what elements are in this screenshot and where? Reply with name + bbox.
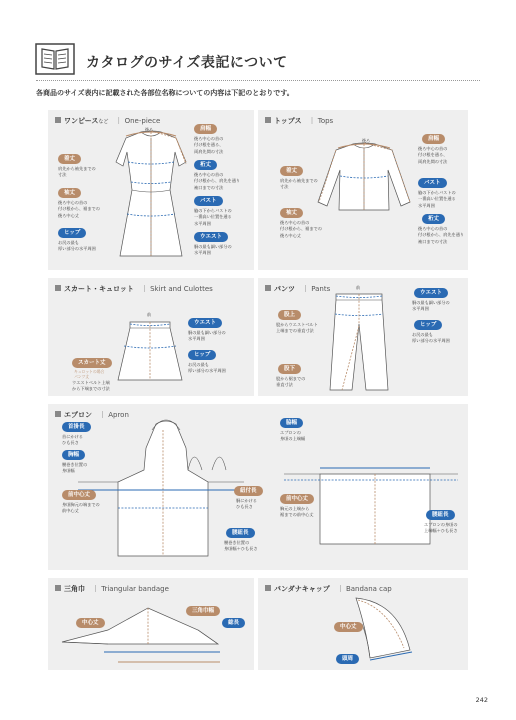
neck-label: 後ろ [145, 127, 153, 132]
front-label: 前 [147, 312, 151, 317]
tag-nagasa: 総長 [222, 618, 245, 628]
tag-sodetake: 袖丈 [280, 208, 303, 218]
desc-mae-chushin-2: 胸元の上端から 裾までの前中心丈 [280, 506, 314, 518]
bandana-illustration [258, 578, 468, 670]
desc-katahaba: 後ろ中心の首の 付け根を通る、 両肩先間の寸法 [194, 136, 224, 154]
divider [36, 80, 480, 81]
panel-onepiece [48, 110, 254, 270]
tag-chushin: 中心丈 [334, 622, 363, 632]
tag-hip: ヒップ [188, 350, 216, 360]
tag-yukitake: 裄丈 [194, 160, 217, 170]
panel-pants [258, 278, 468, 396]
desc-himo: 胴にかける ひも長さ [236, 498, 257, 510]
panel-title: スカート・キュロット ｜ Skirt and Culottes [55, 284, 213, 294]
panel-skirt [48, 278, 254, 396]
book-icon [36, 44, 74, 74]
tag-haba: 三角巾幅 [186, 606, 220, 616]
tag-katahaba: 肩幅 [422, 134, 445, 144]
panel-title: エプロン ｜ Apron [55, 410, 129, 420]
tag-bust: バスト [194, 196, 223, 206]
tag-munehaba: 胸幅 [62, 450, 85, 460]
panel-title: パンツ ｜ Pants [265, 284, 330, 294]
desc-hip: お尻の最も 厚い部分の水平周囲 [58, 240, 96, 252]
desc-hip: お尻の最も 厚い部分の水平周囲 [188, 362, 226, 374]
tag-sodetake: 袖丈 [58, 188, 81, 198]
desc-waist: 胴の最も細い部分の 水平周囲 [412, 300, 450, 312]
tag-hip: ヒップ [414, 320, 442, 330]
neck-label: 後ろ [362, 138, 370, 143]
desc-bust: 脇の下からバストの 一番高い位置を通る 水平周囲 [418, 190, 456, 208]
desc-koshihimo: 腰巻き位置の 身頃幅＋ひも長さ [224, 540, 258, 552]
tag-yukitake: 裄丈 [422, 214, 445, 224]
desc-mae-chushin: 身頃胸元の端までの 前中心丈 [62, 502, 100, 514]
tag-bust: バスト [418, 178, 447, 188]
tag-matashita: 股下 [278, 364, 301, 374]
desc-kitake: 肩先から袖先までの 寸法 [280, 178, 318, 190]
tag-length: スカート丈 [72, 358, 112, 368]
tag-chushin: 中心丈 [76, 618, 105, 628]
page-number: 242 [475, 696, 488, 704]
desc-kubikake: 首にかける ひも長さ [62, 434, 83, 446]
desc-katahaba: 後ろ中心の首の 付け根を通る、 両肩先間の寸法 [418, 146, 448, 164]
tag-kitake: 着丈 [58, 154, 81, 164]
panel-title: ワンピースなど ｜ One-piece [55, 116, 160, 126]
desc-mataue: 股からウエストベルト 上端までの垂直寸法 [276, 322, 318, 334]
desc-waist: 胴の最も細い部分の 水平周囲 [188, 330, 226, 342]
front-label: 前 [356, 285, 360, 290]
panel-bandage [48, 578, 254, 670]
tag-kitake: 着丈 [280, 166, 303, 176]
tag-kubikake: 首掛長 [62, 422, 91, 432]
desc-koshihimo-2: エプロンの身頃の 上端幅＋ひも長さ [424, 522, 458, 534]
page-title: カタログのサイズ表記について [86, 55, 288, 71]
panel-title: 三角巾 ｜ Triangular bandage [55, 584, 169, 594]
desc-length: ウエストベルト上端 から下端までの寸法 [72, 380, 110, 392]
panel-title: トップス ｜ Tops [265, 116, 333, 126]
desc-sodetake: 後ろ中心の首の 付け根から、裾までの 後ろ中心丈 [58, 200, 100, 218]
tag-koshihimo-2: 腰紐長 [426, 510, 455, 520]
panel-apron [48, 404, 468, 570]
tag-katahaba: 肩幅 [194, 124, 217, 134]
tag-waki: 脇幅 [280, 418, 303, 428]
tag-mawari: 頭周 [336, 654, 359, 664]
panel-tops [258, 110, 468, 270]
desc-munehaba: 腰巻き位置の 身頃幅 [62, 462, 88, 474]
desc-yukitake: 後ろ中心の首の 付け根から、肩先を通り 袖口までの寸法 [418, 226, 465, 244]
tag-mataue: 股上 [278, 310, 301, 320]
desc-kitake: 肩先から袖先までの 寸法 [58, 166, 96, 178]
panel-title: バンダナキャップ ｜ Bandana cap [265, 584, 392, 594]
desc-length-note: キュロットの場合 パンツ丈 [74, 369, 105, 379]
tag-mae-chushin: 前中心丈 [62, 490, 96, 500]
tag-waist: ウエスト [414, 288, 448, 298]
intro-text: 各商品のサイズ表内に記載された各部位名称についての内容は下記のとおりです。 [36, 89, 294, 97]
tag-waist: ウエスト [188, 318, 222, 328]
desc-hip: お尻の最も 厚い部分の水平周囲 [412, 332, 450, 344]
desc-bust: 脇の下からバストの 一番高い位置を通る 水平周囲 [194, 208, 232, 226]
tag-mae-chushin-2: 前中心丈 [280, 494, 314, 504]
desc-waist: 胴の最も細い部分の 水平周囲 [194, 244, 232, 256]
tag-himo: 紐付長 [234, 486, 263, 496]
desc-matashita: 股から裾までの 垂直寸法 [276, 376, 306, 388]
panel-bandana [258, 578, 468, 670]
tag-koshihimo: 腰紐長 [226, 528, 255, 538]
desc-sodetake: 後ろ中心の首の 付け根から、裾までの 後ろ中心丈 [280, 220, 322, 238]
tag-waist: ウエスト [194, 232, 228, 242]
desc-waki: エプロンの 身頃の上端幅 [280, 430, 306, 442]
tag-hip: ヒップ [58, 228, 86, 238]
desc-yukitake: 後ろ中心の首の 付け根から、肩先を通り 袖口までの寸法 [194, 172, 241, 190]
